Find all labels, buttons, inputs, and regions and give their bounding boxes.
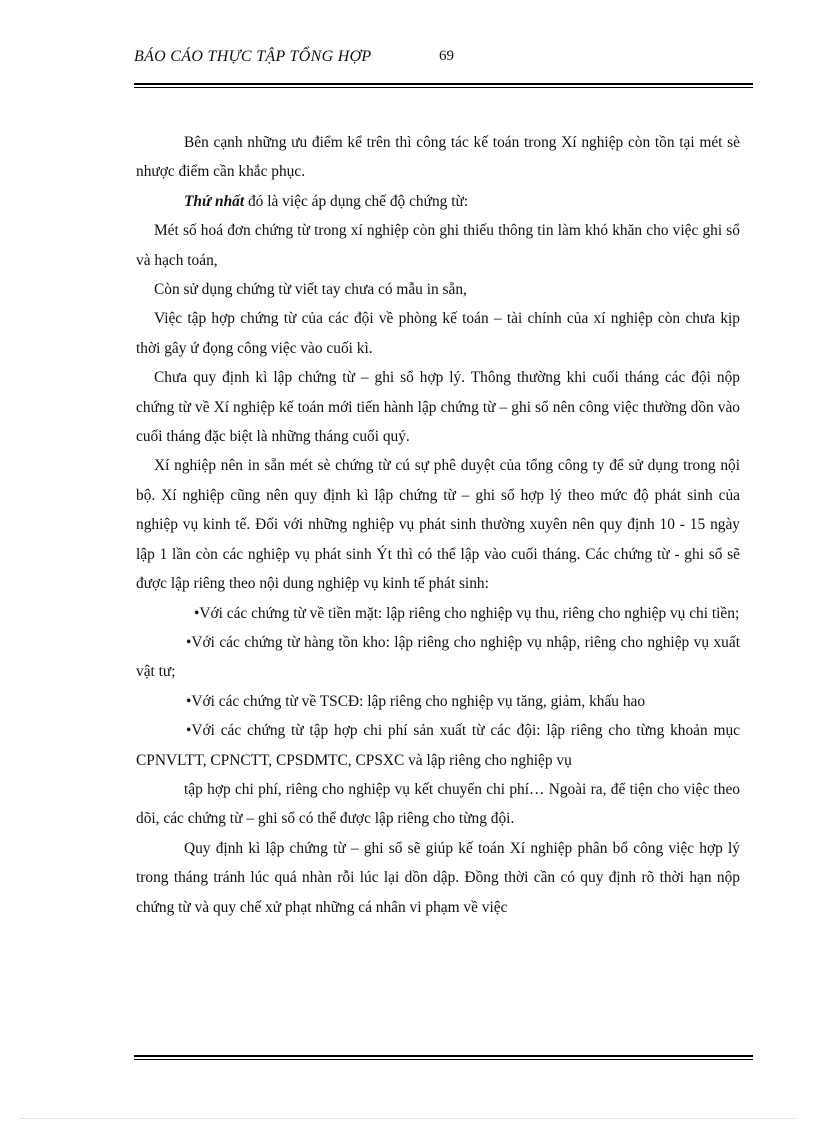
header-divider xyxy=(134,83,753,88)
paragraph-no-schedule: Chưa quy định kì lập chứng từ – ghi sổ hợp lý. Thông thường khi cuối tháng các đội nộp chứng từ về Xí nghiệp kế toán mới tiến hành lập chứng từ – ghi sổ nên công việc thường dồn vào cuối tháng đặc biệt là những tháng cuối quý. xyxy=(136,369,740,446)
first-point-label: Thứ nhất xyxy=(184,192,245,210)
paragraph-late-collection: Việc tập hợp chứng từ của các đội về phòng kế toán – tài chính của xí nghiệp còn chưa kịp thời gây ứ đọng công việc vào cuối kì. xyxy=(136,310,740,357)
paragraph-handwritten: Còn sử dụng chứng từ viết tay chưa có mẫu in sẵn, xyxy=(154,281,467,299)
bullet-cash: •Với các chứng từ về tiền mặt: lập riêng cho nghiệp vụ thu, riêng cho nghiệp vụ chi tiền; xyxy=(194,604,740,622)
report-title: BÁO CÁO THỰC TẬP TỔNG HỢP xyxy=(134,48,372,65)
page-header xyxy=(134,48,754,72)
footer-divider xyxy=(134,1055,753,1060)
paragraph-intro: Bên cạnh những ưu điểm kể trên thì công tác kế toán trong Xí nghiệp còn tồn tại mét sè nhược điểm cần khắc phục. xyxy=(136,134,740,181)
bullet-production-cost: •Với các chứng từ tập hợp chi phí sản xuất từ các đội: lập riêng cho từng khoản mục CPNVLTT, CPNCTT, CPSDMTC, CPSXC và lập riêng cho nghiệp vụ xyxy=(136,722,740,769)
paragraph-missing-info: Mét số hoá đơn chứng từ trong xí nghiệp còn ghi thiếu thông tin làm khó khăn cho việc ghi sổ và hạch toán, xyxy=(136,222,740,269)
page-number: 69 xyxy=(439,48,454,64)
document-body xyxy=(136,128,740,922)
paragraph-recommendation: Xí nghiệp nên in sẵn mét sè chứng từ cú sự phê duyệt của tổng công ty để sử dụng trong nội bộ. Xí nghiệp cũng nên quy định kì lập chứng từ – ghi sổ hợp lý theo mức độ phát sinh của nghiệp vụ kinh tế. Đối với những nghiệp vụ phát sinh thường xuyên nên quy định 10 - 15 ngày lập 1 lần còn các nghiệp vụ phát sinh Ýt thì có thể lập vào cuối tháng. Các chứng từ - ghi sổ sẽ được lập riêng theo nội dung nghiệp vụ kinh tế phát sinh: xyxy=(136,457,740,593)
bullet-inventory: •Với các chứng từ hàng tồn kho: lập riêng cho nghiệp vụ nhập, riêng cho nghiệp vụ xuất vật tư; xyxy=(136,633,740,681)
paragraph-first-point xyxy=(136,187,740,216)
page-bottom-edge xyxy=(20,1118,796,1119)
paragraph-cost-aggregation: tập hợp chi phí, riêng cho nghiệp vụ kết chuyển chi phí… Ngoài ra, để tiện cho việc theo dõi, các chứng từ – ghi sổ có thể được lập riêng cho từng đội. xyxy=(136,780,740,828)
paragraph-benefits: Quy định kì lập chứng từ – ghi sổ sẽ giúp kế toán Xí nghiệp phân bổ công việc hợp lý trong tháng tránh lúc quá nhàn rỗi lúc lại dồn dập. Đồng thời cần có quy định rõ thời hạn nộp chứng từ và quy chế xử phạt những cá nhân vi phạm về việc xyxy=(136,839,740,916)
bullet-fixed-assets: •Với các chứng từ về TSCĐ: lập riêng cho nghiệp vụ tăng, giảm, khấu hao xyxy=(186,692,646,710)
first-point-text: đó là việc áp dụng chế độ chứng từ: xyxy=(244,192,469,210)
